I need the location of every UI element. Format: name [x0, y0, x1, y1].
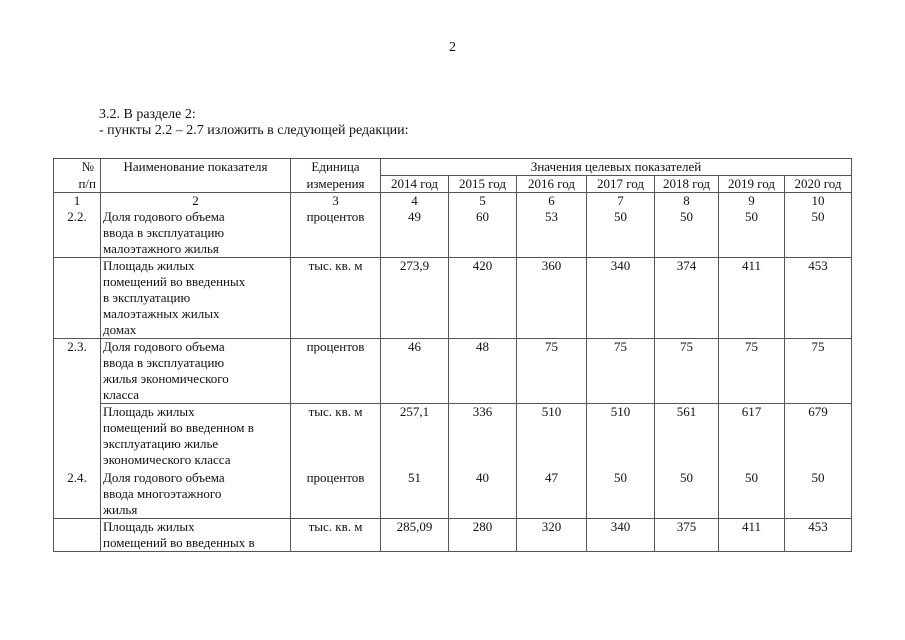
value-cell: 75 [517, 339, 587, 404]
column-number: 3 [291, 193, 381, 210]
row-number [54, 258, 101, 339]
header-year: 2014 год [381, 176, 449, 193]
value-cell: 453 [785, 519, 852, 552]
table-row [54, 519, 852, 552]
indicator-name-line: ввода многоэтажного [103, 486, 222, 501]
value-cell: 273,9 [381, 258, 449, 339]
value-cell: 48 [449, 339, 517, 404]
value-cell: 47 [517, 468, 587, 519]
value-cell: 360 [517, 258, 587, 339]
column-number: 2 [101, 193, 291, 210]
value-cell: 510 [587, 404, 655, 469]
indicator-name-line: ввода в эксплуатацию [103, 355, 225, 370]
row-number [54, 404, 101, 469]
indicator-name-line: домах [103, 322, 137, 337]
row-number [54, 519, 101, 552]
value-cell: 50 [655, 468, 719, 519]
indicator-name [101, 519, 291, 552]
intro-line-2: - пункты 2.2 – 2.7 изложить в следующей редакции: [99, 123, 409, 138]
indicator-name-line: в эксплуатацию [103, 290, 191, 305]
header-name-cont [101, 176, 291, 193]
value-cell: 340 [587, 519, 655, 552]
column-number: 9 [719, 193, 785, 210]
indicator-name-line: жилья экономического [103, 371, 229, 386]
unit-cell: процентов [291, 209, 381, 258]
column-number: 6 [517, 193, 587, 210]
indicator-name-line: экономического класса [103, 452, 231, 467]
indicator-name [101, 339, 291, 404]
header-year: 2020 год [785, 176, 852, 193]
indicator-name [101, 258, 291, 339]
value-cell: 50 [719, 209, 785, 258]
value-cell: 375 [655, 519, 719, 552]
row-number: 2.4. [54, 468, 101, 519]
intro-text [99, 107, 409, 139]
column-number: 7 [587, 193, 655, 210]
indicator-name-line: жилья [103, 502, 138, 517]
header-values-group: Значения целевых показателей [381, 159, 852, 176]
indicator-name-line: Доля годового объема [103, 209, 225, 224]
value-cell: 75 [785, 339, 852, 404]
value-cell: 60 [449, 209, 517, 258]
value-cell: 257,1 [381, 404, 449, 469]
column-number: 5 [449, 193, 517, 210]
value-cell: 285,09 [381, 519, 449, 552]
unit-cell: тыс. кв. м [291, 519, 381, 552]
indicator-name [101, 468, 291, 519]
intro-line-1: 3.2. В разделе 2: [99, 107, 196, 122]
value-cell: 510 [517, 404, 587, 469]
value-cell: 51 [381, 468, 449, 519]
table-row [54, 404, 852, 469]
indicator-name [101, 404, 291, 469]
value-cell: 50 [587, 209, 655, 258]
value-cell: 50 [719, 468, 785, 519]
unit-cell: процентов [291, 339, 381, 404]
indicator-name-line: малоэтажного жилья [103, 241, 219, 256]
indicator-name-line: Площадь жилых [103, 519, 195, 534]
header-unit: Единица [291, 159, 381, 176]
value-cell: 320 [517, 519, 587, 552]
indicator-name-line: класса [103, 387, 140, 402]
value-cell: 50 [587, 468, 655, 519]
value-cell: 420 [449, 258, 517, 339]
value-cell: 75 [587, 339, 655, 404]
indicator-name-line: Доля годового объема [103, 339, 225, 354]
value-cell: 53 [517, 209, 587, 258]
value-cell: 411 [719, 519, 785, 552]
value-cell: 336 [449, 404, 517, 469]
indicator-name-line: помещений во введенных [103, 274, 246, 289]
value-cell: 561 [655, 404, 719, 469]
indicator-name-line: Площадь жилых [103, 404, 195, 419]
table-row [54, 468, 852, 519]
indicator-name-line: ввода в эксплуатацию [103, 225, 225, 240]
indicator-name [101, 209, 291, 258]
value-cell: 340 [587, 258, 655, 339]
value-cell: 50 [785, 209, 852, 258]
column-number: 8 [655, 193, 719, 210]
value-cell: 75 [719, 339, 785, 404]
table-row [54, 258, 852, 339]
indicator-name-line: помещений во введенных в [103, 535, 255, 550]
header-year: 2018 год [655, 176, 719, 193]
value-cell: 679 [785, 404, 852, 469]
target-indicators-table [53, 158, 852, 552]
value-cell: 280 [449, 519, 517, 552]
header-num: № [54, 159, 101, 176]
indicator-name-line: малоэтажных жилых [103, 306, 220, 321]
value-cell: 50 [655, 209, 719, 258]
column-number: 10 [785, 193, 852, 210]
unit-cell: тыс. кв. м [291, 258, 381, 339]
indicator-name-line: Доля годового объема [103, 470, 225, 485]
value-cell: 40 [449, 468, 517, 519]
indicator-name-line: Площадь жилых [103, 258, 195, 273]
value-cell: 46 [381, 339, 449, 404]
value-cell: 453 [785, 258, 852, 339]
header-year: 2019 год [719, 176, 785, 193]
unit-cell: процентов [291, 468, 381, 519]
row-number: 2.3. [54, 339, 101, 404]
indicator-name-line: эксплуатацию жилье [103, 436, 219, 451]
value-cell: 617 [719, 404, 785, 469]
value-cell: 50 [785, 468, 852, 519]
column-number: 1 [54, 193, 101, 210]
row-number: 2.2. [54, 209, 101, 258]
value-cell: 75 [655, 339, 719, 404]
value-cell: 411 [719, 258, 785, 339]
header-year: 2017 год [587, 176, 655, 193]
column-number: 4 [381, 193, 449, 210]
value-cell: 49 [381, 209, 449, 258]
page-number: 2 [449, 40, 456, 55]
unit-cell: тыс. кв. м [291, 404, 381, 469]
table-row [54, 339, 852, 404]
header-num-line2: п/п [54, 176, 101, 193]
indicator-name-line: помещений во введенном в [103, 420, 254, 435]
header-unit-line2: измерения [291, 176, 381, 193]
header-year: 2015 год [449, 176, 517, 193]
header-name: Наименование показателя [101, 159, 291, 176]
table-row [54, 209, 852, 258]
value-cell: 374 [655, 258, 719, 339]
header-year: 2016 год [517, 176, 587, 193]
